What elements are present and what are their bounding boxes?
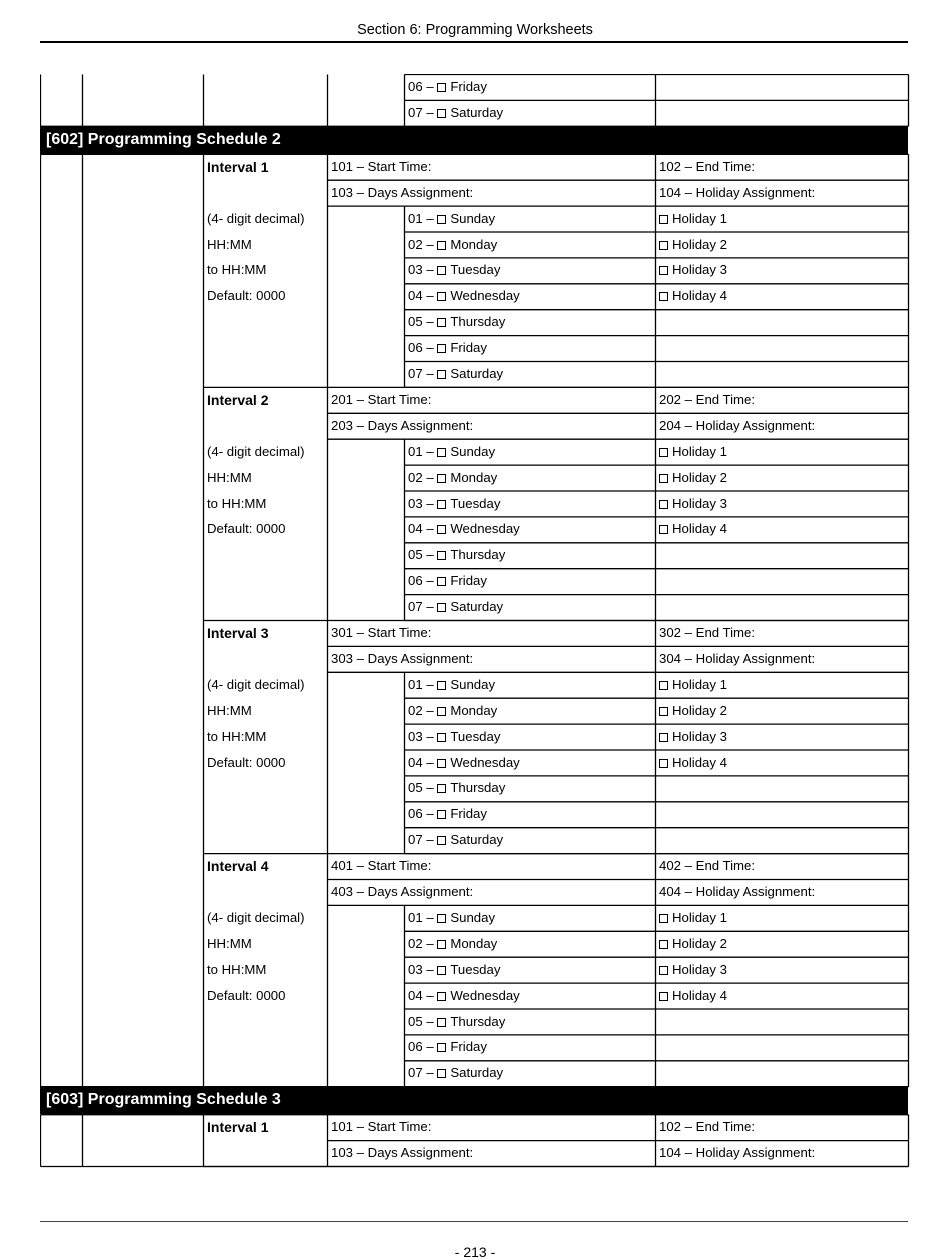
checkbox-label: Holiday 3: [672, 495, 727, 511]
day-checkbox-row: [408, 724, 500, 750]
day-checkbox-row: [408, 905, 495, 931]
checkbox-label: Holiday 4: [672, 521, 727, 537]
holiday-assignment-field: 404 – Holiday Assignment:: [659, 884, 816, 899]
interval-format-note: Default: 0000: [207, 288, 286, 304]
checkbox-label: Sunday: [450, 909, 496, 925]
holiday-checkbox-row: [659, 283, 727, 309]
checkbox-icon[interactable]: [659, 292, 668, 301]
checkbox-icon[interactable]: [437, 525, 446, 534]
day-checkbox-row: [408, 491, 500, 517]
day-code: 07 –: [408, 599, 438, 615]
checkbox-label: Monday: [450, 702, 498, 718]
checkbox-label: Holiday 3: [672, 961, 727, 977]
day-code: 02 –: [408, 469, 438, 485]
day-code: 05 –: [408, 1013, 438, 1029]
interval-title: Interval 1: [207, 1119, 269, 1136]
checkbox-label: Holiday 1: [672, 443, 727, 459]
interval-title: Interval 4: [207, 858, 269, 875]
checkbox-icon[interactable]: [437, 733, 446, 742]
checkbox-label: Holiday 1: [672, 909, 727, 925]
checkbox-icon[interactable]: [437, 836, 446, 845]
day-checkbox-row: [408, 957, 500, 983]
holiday-assignment-field: 104 – Holiday Assignment:: [659, 1145, 816, 1161]
section-title-bar: [602] Programming Schedule 2: [40, 126, 908, 154]
day-code: 01 –: [408, 443, 438, 459]
day-checkbox-row: [408, 542, 505, 568]
day-checkbox-row: [408, 594, 503, 620]
day-checkbox-row: [408, 750, 520, 776]
checkbox-icon[interactable]: [437, 681, 446, 690]
interval-format-note: to HH:MM: [207, 262, 267, 278]
day-code: 03 –: [408, 961, 438, 977]
checkbox-label: Wednesday: [450, 754, 520, 770]
day-code: 03 –: [408, 495, 438, 511]
checkbox-icon[interactable]: [659, 448, 668, 457]
holiday-checkbox-row: [659, 439, 727, 465]
page-header: Section 6: Programming Worksheets: [357, 22, 593, 38]
checkbox-icon[interactable]: [437, 83, 446, 92]
interval-format-note: to HH:MM: [207, 495, 267, 511]
checkbox-label: Sunday: [450, 443, 496, 459]
day-checkbox-row: [408, 1034, 487, 1060]
day-checkbox-row: [408, 335, 487, 361]
checkbox-label: Friday: [450, 573, 487, 589]
checkbox-icon[interactable]: [437, 266, 446, 275]
checkbox-label: Saturday: [450, 366, 504, 381]
checkbox-icon[interactable]: [437, 577, 446, 586]
days-assignment-field: 103 – Days Assignment:: [331, 1145, 474, 1161]
day-code: 04 –: [408, 288, 438, 304]
holiday-checkbox-row: [659, 931, 727, 957]
page-number: - 213 -: [454, 1244, 496, 1260]
checkbox-label: Monday: [450, 935, 498, 951]
checkbox-icon[interactable]: [437, 1069, 446, 1078]
day-checkbox-row: [408, 1060, 503, 1086]
checkbox-icon[interactable]: [437, 784, 446, 793]
holiday-checkbox-row: [659, 232, 727, 258]
checkbox-label: Holiday 3: [672, 262, 727, 278]
holiday-checkbox-row: [659, 206, 727, 232]
day-code: 06 –: [408, 573, 438, 589]
checkbox-icon[interactable]: [437, 474, 446, 483]
day-row-continued: [408, 74, 487, 100]
day-checkbox-row: [408, 775, 505, 801]
holiday-checkbox-row: [659, 698, 727, 724]
checkbox-label: Thursday: [450, 547, 506, 563]
day-checkbox-row: [408, 283, 520, 309]
day-code: 02 –: [408, 236, 438, 252]
days-assignment-field: 203 – Days Assignment:: [331, 417, 474, 433]
checkbox-label: Saturday: [450, 104, 504, 120]
checkbox-icon[interactable]: [437, 500, 446, 509]
day-checkbox-row: [408, 361, 503, 387]
checkbox-label: Thursday: [450, 1013, 506, 1029]
checkbox-icon[interactable]: [437, 370, 446, 379]
days-assignment-field: 103 – Days Assignment:: [331, 184, 474, 200]
holiday-assignment-field: 204 – Holiday Assignment:: [659, 417, 816, 433]
checkbox-icon[interactable]: [437, 109, 446, 118]
checkbox-label: Holiday 4: [672, 987, 727, 1003]
holiday-checkbox-row: [659, 465, 727, 491]
checkbox-label: Friday: [450, 79, 487, 94]
checkbox-icon[interactable]: [659, 914, 668, 923]
checkbox-label: Friday: [450, 1039, 487, 1055]
checkbox-icon[interactable]: [437, 1018, 446, 1027]
interval-format-note: Default: 0000: [207, 754, 286, 770]
checkbox-icon[interactable]: [437, 940, 446, 949]
checkbox-icon[interactable]: [659, 733, 668, 742]
days-assignment-field: 303 – Days Assignment:: [331, 650, 474, 666]
checkbox-label: Saturday: [450, 599, 504, 615]
day-code: 06 –: [408, 79, 438, 94]
day-code: 07 –: [408, 104, 438, 120]
checkbox-icon[interactable]: [659, 681, 668, 690]
checkbox-label: Thursday: [450, 314, 506, 330]
checkbox-icon[interactable]: [437, 914, 446, 923]
checkbox-label: Tuesday: [450, 961, 501, 977]
day-code: 02 –: [408, 935, 438, 951]
checkbox-icon[interactable]: [659, 759, 668, 768]
day-checkbox-row: [408, 257, 500, 283]
interval-format-note: HH:MM: [207, 236, 252, 252]
day-code: 07 –: [408, 366, 438, 381]
checkbox-label: Sunday: [450, 676, 496, 692]
checkbox-label: Saturday: [450, 1065, 504, 1081]
days-assignment-field: 403 – Days Assignment:: [331, 884, 474, 899]
day-code: 07 –: [408, 832, 438, 848]
checkbox-label: Holiday 3: [672, 728, 727, 744]
checkbox-label: Monday: [450, 236, 498, 252]
checkbox-icon[interactable]: [659, 525, 668, 534]
checkbox-icon[interactable]: [437, 318, 446, 327]
interval-format-note: (4- digit decimal): [207, 443, 305, 459]
holiday-checkbox-row: [659, 672, 727, 698]
day-checkbox-row: [408, 516, 520, 542]
day-checkbox-row: [408, 232, 497, 258]
checkbox-label: Holiday 4: [672, 288, 727, 304]
interval-format-note: HH:MM: [207, 469, 252, 485]
checkbox-label: Monday: [450, 469, 498, 485]
checkbox-icon[interactable]: [659, 241, 668, 250]
checkbox-icon[interactable]: [437, 215, 446, 224]
day-code: 04 –: [408, 521, 438, 537]
header-rule: [40, 41, 908, 43]
interval-format-note: (4- digit decimal): [207, 210, 305, 226]
checkbox-icon[interactable]: [437, 966, 446, 975]
day-checkbox-row: [408, 698, 497, 724]
checkbox-icon[interactable]: [659, 992, 668, 1001]
checkbox-icon[interactable]: [437, 241, 446, 250]
holiday-checkbox-row: [659, 257, 727, 283]
checkbox-icon[interactable]: [437, 551, 446, 560]
holiday-checkbox-row: [659, 957, 727, 983]
checkbox-icon[interactable]: [659, 474, 668, 483]
interval-format-note: Default: 0000: [207, 987, 286, 1003]
checkbox-label: Holiday 2: [672, 702, 727, 718]
checkbox-icon[interactable]: [437, 992, 446, 1001]
day-checkbox-row: [408, 801, 487, 827]
checkbox-icon[interactable]: [437, 707, 446, 716]
day-code: 06 –: [408, 340, 438, 356]
day-code: 02 –: [408, 702, 438, 718]
checkbox-label: Friday: [450, 340, 487, 356]
checkbox-label: Wednesday: [450, 987, 520, 1003]
day-code: 03 –: [408, 728, 438, 744]
holiday-checkbox-row: [659, 905, 727, 931]
interval-format-note: Default: 0000: [207, 521, 286, 537]
holiday-checkbox-row: [659, 516, 727, 542]
footer-rule: [40, 1221, 908, 1222]
checkbox-icon[interactable]: [437, 603, 446, 612]
checkbox-label: Wednesday: [450, 288, 520, 304]
checkbox-icon[interactable]: [659, 707, 668, 716]
checkbox-icon[interactable]: [659, 215, 668, 224]
checkbox-label: Tuesday: [450, 262, 501, 278]
end-time-field: 402 – End Time:: [659, 858, 756, 874]
day-code: 05 –: [408, 780, 438, 796]
checkbox-icon[interactable]: [659, 500, 668, 509]
day-checkbox-row: [408, 568, 487, 594]
day-code: 01 –: [408, 210, 438, 226]
programming-worksheet-table: [40, 74, 908, 1168]
holiday-checkbox-row: [659, 750, 727, 776]
interval-format-note: (4- digit decimal): [207, 676, 305, 692]
start-time-field: 301 – Start Time:: [331, 625, 432, 640]
holiday-checkbox-row: [659, 724, 727, 750]
holiday-checkbox-row: [659, 983, 727, 1009]
end-time-field: 102 – End Time:: [659, 158, 756, 174]
checkbox-icon[interactable]: [437, 344, 446, 353]
day-code: 06 –: [408, 1039, 438, 1055]
checkbox-icon[interactable]: [437, 810, 446, 819]
section-title-bar: [603] Programming Schedule 3: [40, 1086, 908, 1114]
checkbox-label: Holiday 1: [672, 210, 727, 226]
day-code: 04 –: [408, 754, 438, 770]
day-checkbox-row: [408, 1009, 505, 1035]
day-code: 05 –: [408, 547, 438, 563]
checkbox-icon[interactable]: [437, 1043, 446, 1052]
day-checkbox-row: [408, 465, 497, 491]
interval-title: Interval 3: [207, 625, 269, 641]
start-time-field: 101 – Start Time:: [331, 158, 432, 174]
day-checkbox-row: [408, 309, 505, 335]
holiday-assignment-field: 104 – Holiday Assignment:: [659, 184, 816, 200]
checkbox-label: Holiday 4: [672, 754, 727, 770]
checkbox-icon[interactable]: [437, 759, 446, 768]
checkbox-label: Tuesday: [450, 728, 501, 744]
interval-title: Interval 2: [207, 391, 269, 408]
day-checkbox-row: [408, 931, 497, 957]
start-time-field: 401 – Start Time:: [331, 858, 432, 874]
start-time-field: 201 – Start Time:: [331, 391, 432, 407]
day-code: 03 –: [408, 262, 438, 278]
day-code: 07 –: [408, 1065, 438, 1081]
checkbox-label: Holiday 2: [672, 469, 727, 485]
day-code: 01 –: [408, 676, 438, 692]
interval-format-note: (4- digit decimal): [207, 909, 305, 925]
day-checkbox-row: [408, 672, 495, 698]
checkbox-label: Tuesday: [450, 495, 501, 511]
day-checkbox-row: [408, 439, 495, 465]
checkbox-label: Thursday: [450, 780, 506, 796]
interval-title: Interval 1: [207, 158, 269, 175]
checkbox-icon[interactable]: [659, 940, 668, 949]
holiday-checkbox-row: [659, 491, 727, 517]
end-time-field: 302 – End Time:: [659, 625, 756, 640]
checkbox-label: Sunday: [450, 210, 496, 226]
checkbox-icon[interactable]: [437, 292, 446, 301]
checkbox-label: Friday: [450, 806, 487, 822]
day-checkbox-row: [408, 983, 520, 1009]
holiday-assignment-field: 304 – Holiday Assignment:: [659, 650, 816, 666]
end-time-field: 102 – End Time:: [659, 1119, 756, 1135]
interval-format-note: HH:MM: [207, 935, 252, 951]
interval-format-note: to HH:MM: [207, 728, 267, 744]
day-checkbox-row: [408, 827, 503, 853]
day-code: 06 –: [408, 806, 438, 822]
interval-format-note: to HH:MM: [207, 961, 267, 977]
checkbox-label: Saturday: [450, 832, 504, 848]
day-code: 01 –: [408, 909, 438, 925]
checkbox-label: Holiday 2: [672, 236, 727, 252]
day-row-continued: [408, 100, 503, 126]
checkbox-icon[interactable]: [659, 966, 668, 975]
day-checkbox-row: [408, 206, 495, 232]
start-time-field: 101 – Start Time:: [331, 1119, 432, 1135]
end-time-field: 202 – End Time:: [659, 391, 756, 407]
checkbox-label: Holiday 1: [672, 676, 727, 692]
checkbox-icon[interactable]: [659, 266, 668, 275]
interval-format-note: HH:MM: [207, 702, 252, 718]
checkbox-icon[interactable]: [437, 448, 446, 457]
checkbox-label: Holiday 2: [672, 935, 727, 951]
checkbox-label: Wednesday: [450, 521, 520, 537]
day-code: 05 –: [408, 314, 438, 330]
day-code: 04 –: [408, 987, 438, 1003]
